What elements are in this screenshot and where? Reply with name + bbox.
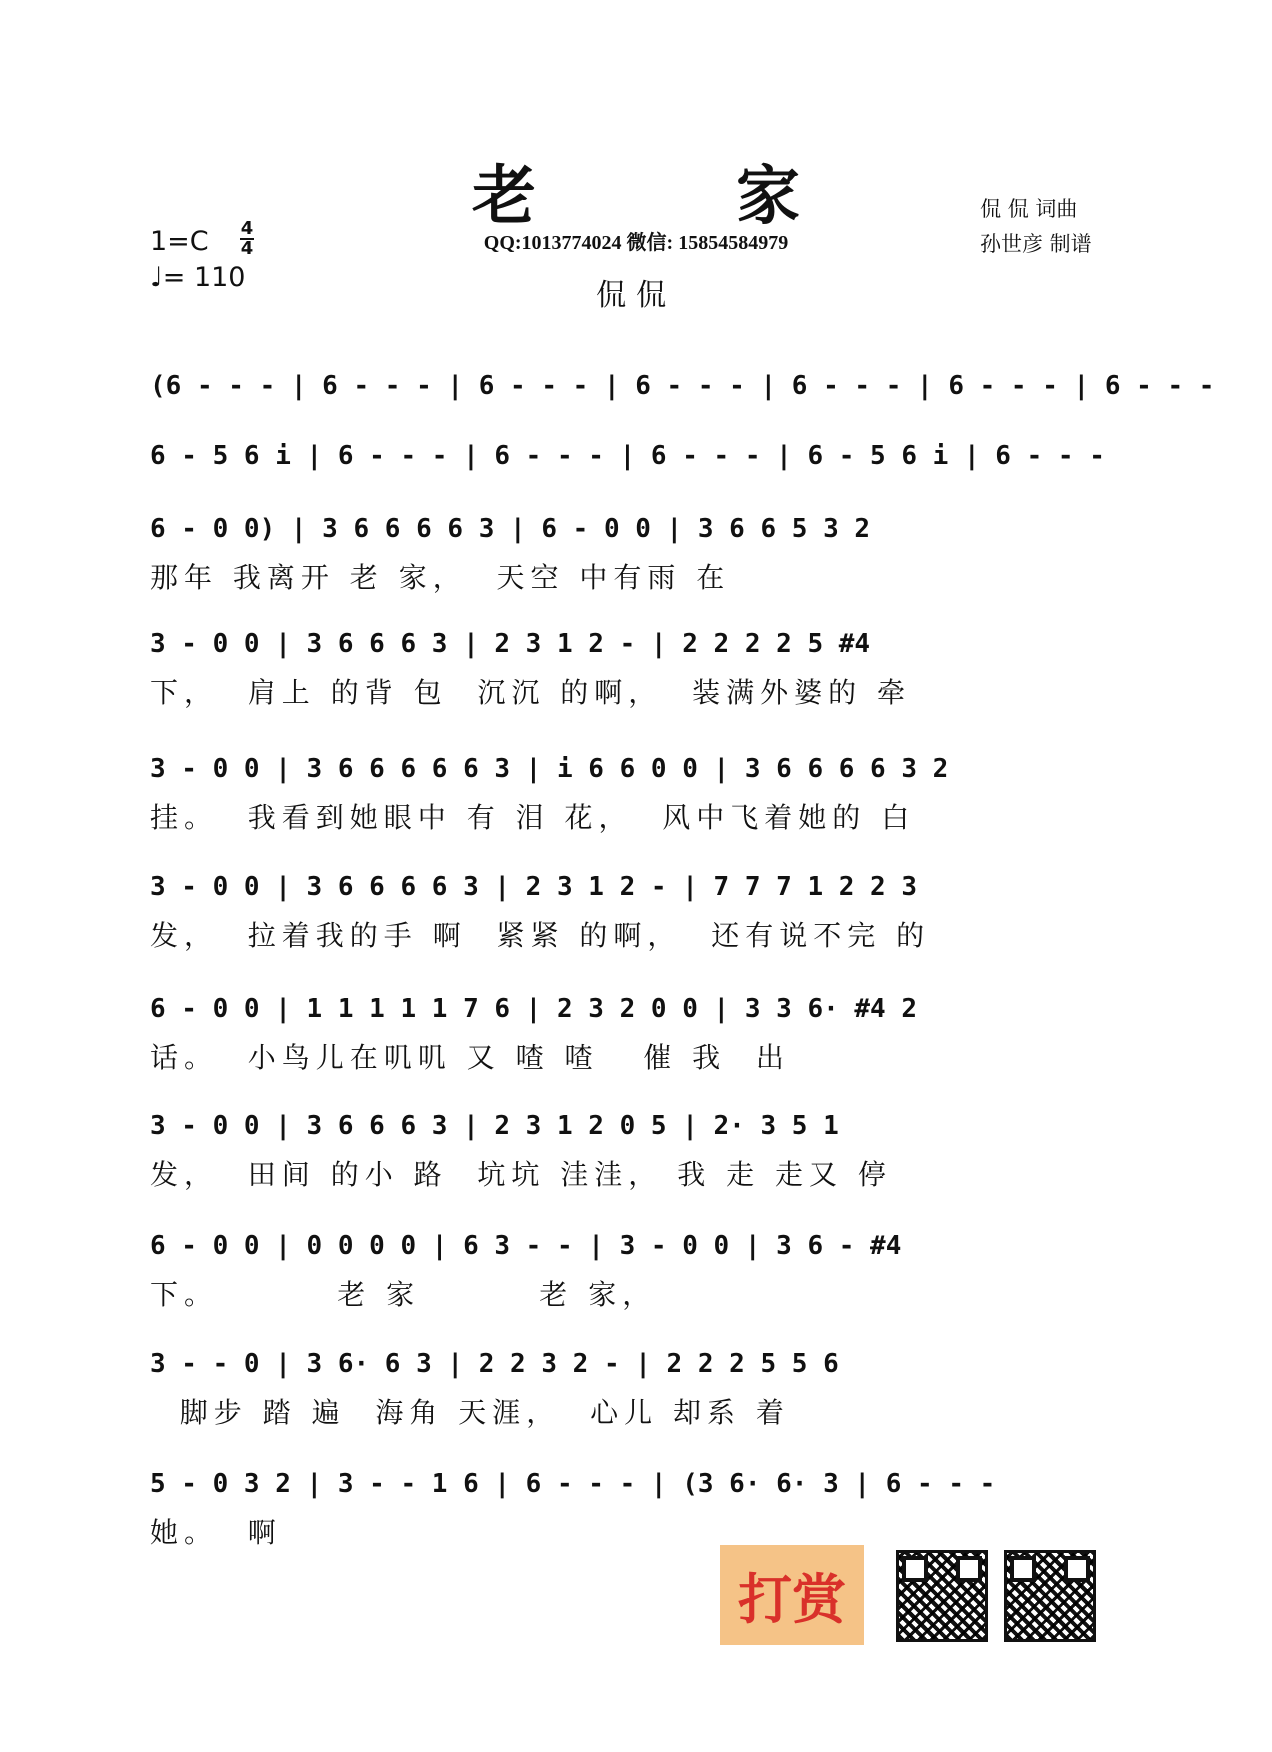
score-row xyxy=(150,1222,1125,1316)
lyrics-line: 发， 田间 的小 路 坑坑 洼洼， 我 走 走又 停 xyxy=(150,1158,892,1191)
lyrics-line: 下， 肩上 的背 包 沉沉 的啊， 装满外婆的 牵 xyxy=(150,676,912,709)
song-title: 老家 xyxy=(472,159,1000,234)
notation-line: 3 - - 0 | 3 6· 6 3 | 2 2 3 2 - | 2 2 2 5 5 6 xyxy=(150,1349,839,1379)
lyrics-credit: 侃 侃 词曲 xyxy=(980,197,1078,221)
lyrics-line: 挂。 我看到她眼中 有 泪 花， 风中飞着她的 白 xyxy=(150,801,916,834)
qr-code-icon xyxy=(896,1550,988,1642)
notation-line: 5 - 0 3 2 | 3 - - 1 6 | 6 - - - | (3 6· 6· 3 | 6 - - - xyxy=(150,1469,996,1499)
score-row xyxy=(150,432,1125,480)
score-row xyxy=(150,1102,1125,1196)
notation-line: 6 - 0 0 | 0 0 0 0 | 6 3 - - | 3 - 0 0 | 3 6 - #4 xyxy=(150,1231,902,1261)
reward-button[interactable]: 打赏 xyxy=(720,1545,864,1645)
lyrics-line: 发， 拉着我的手 啊 紧紧 的啊， 还有说不完 的 xyxy=(150,919,931,952)
score-row xyxy=(150,505,1125,599)
notation-line: 6 - 0 0) | 3 6 6 6 6 3 | 6 - 0 0 | 3 6 6 5 3 2 xyxy=(150,514,871,544)
notation-line: (6 - - - | 6 - - - | 6 - - - | 6 - - - | 6 - - - | 6 - - - | 6 - - - xyxy=(150,371,1215,401)
time-signature-top: 4 xyxy=(240,218,254,239)
time-signature xyxy=(240,220,254,258)
qr-code-icon xyxy=(1004,1550,1096,1642)
score-row xyxy=(150,985,1125,1079)
notation-line: 3 - 0 0 | 3 6 6 6 6 3 | 2 3 1 2 - | 7 7 7 1 2 2 3 xyxy=(150,872,918,902)
score-row xyxy=(150,745,1125,839)
score-row xyxy=(150,863,1125,957)
lyrics-line: 下。 老 家 老 家， xyxy=(150,1278,657,1311)
score-row xyxy=(150,362,1215,410)
notation-line: 6 - 5 6 i | 6 - - - | 6 - - - | 6 - - - | 6 - 5 6 i | 6 - - - xyxy=(150,441,1105,471)
notation-line: 3 - 0 0 | 3 6 6 6 6 6 3 | i 6 6 0 0 | 3 6 6 6 6 3 2 xyxy=(150,754,949,784)
lyrics-line: 她。 啊 xyxy=(150,1516,282,1549)
score-row xyxy=(150,620,1125,714)
score-credit: 孙世彦 制谱 xyxy=(980,232,1092,256)
time-signature-bottom: 4 xyxy=(240,238,254,259)
lyrics-line: 脚步 踏 遍 海角 天涯， 心儿 却系 着 xyxy=(150,1396,790,1429)
lyrics-line: 话。 小鸟儿在叽叽 又 喳 喳 催 我 出 xyxy=(150,1041,790,1074)
contact-info: QQ:1013774024 微信: 15854584979 xyxy=(483,232,789,254)
tempo-marking: ♩= 110 xyxy=(150,262,246,293)
score-row xyxy=(150,1340,1125,1434)
notation-line: 6 - 0 0 | 1 1 1 1 1 7 6 | 2 3 2 0 0 | 3 3 6· #4 2 xyxy=(150,994,918,1024)
lyrics-line: 那年 我离开 老 家， 天空 中有雨 在 xyxy=(150,561,731,594)
singer-name: 侃侃 xyxy=(596,278,676,313)
key-signature: 1=C xyxy=(150,226,209,257)
notation-line: 3 - 0 0 | 3 6 6 6 3 | 2 3 1 2 0 5 | 2· 3 5 1 xyxy=(150,1111,839,1141)
notation-line: 3 - 0 0 | 3 6 6 6 3 | 2 3 1 2 - | 2 2 2 2 5 #4 xyxy=(150,629,871,659)
score-row xyxy=(150,1460,1125,1554)
